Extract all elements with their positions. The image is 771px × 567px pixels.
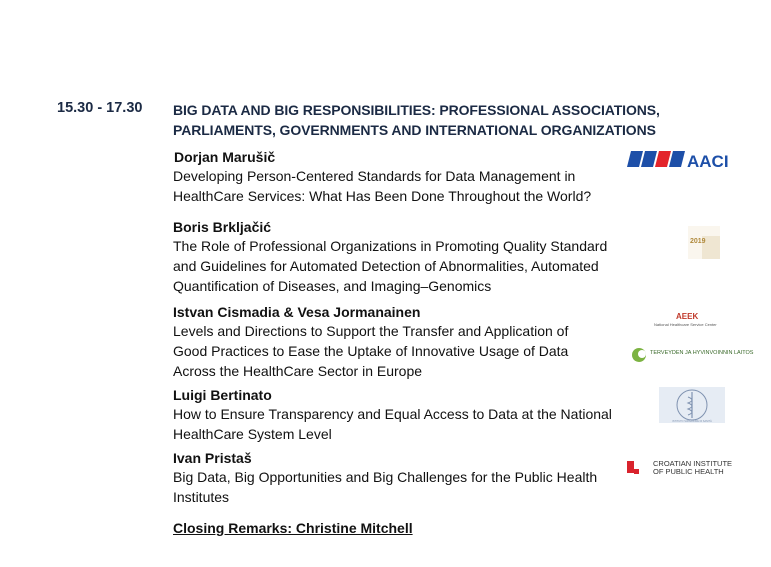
congress-logo (688, 226, 720, 259)
speaker-name: Dorjan Marušič (174, 149, 276, 165)
hzjz-logo-line-1: CROATIAN INSTITUTE (653, 459, 733, 468)
speaker-name: Boris Brkljačić (173, 219, 272, 235)
hzjz-logo-line-2: OF PUBLIC HEALTH (653, 467, 724, 476)
talk-item (173, 449, 613, 507)
svg-text:2019: 2019 (690, 238, 706, 245)
iss-logo (659, 387, 725, 423)
talk-title: How to Ensure Transparency and Equal Access to Data at the National HealthCare System Level (173, 406, 612, 442)
svg-text:National Healthcare Service Ce: National Healthcare Service Center (654, 322, 717, 327)
speaker-name: Luigi Bertinato (173, 387, 272, 403)
speaker-name: Istvan Cismadia & Vesa Jormanainen (173, 304, 421, 320)
svg-text:ISTITUTO SUPERIORE DI SANITÀ: ISTITUTO SUPERIORE DI SANITÀ (672, 420, 712, 423)
talk-item (173, 148, 613, 206)
aaci-logo (627, 149, 729, 171)
session-title: BIG DATA AND BIG RESPONSIBILITIES: PROFESSIONAL ASSOCIATIONS, PARLIAMENTS, GOVERNMENTS AND INTERNATIONAL ORGANIZATIONS (173, 102, 660, 138)
aeek-logo (654, 311, 720, 327)
closing-remarks: Closing Remarks: Christine Mitchell (173, 520, 413, 536)
talk-item (173, 303, 603, 381)
talk-title: Developing Person-Centered Standards for Data Management in HealthCare Services: What Has Been Done Throughout the World? (173, 168, 592, 204)
talk-title: Levels and Directions to Support the Transfer and Application of Good Practices to Ease the Uptake of Innovative Usage of Data Across the HealthCare Sector in Europe (173, 323, 569, 379)
svg-text:TERVEYDEN JA HYVINVOINNIN LAIT: TERVEYDEN JA HYVINVOINNIN LAITOS (650, 350, 754, 356)
talk-item (173, 218, 613, 296)
session-time: 15.30 - 17.30 (57, 100, 143, 116)
speaker-name: Ivan Pristaš (173, 450, 252, 466)
talk-title: The Role of Professional Organizations in Promoting Quality Standard and Guidelines for Automated Detection of Abnormalities, Automated Quantification of Diseases, and Imaging–Genomics (173, 238, 608, 294)
talk-item (173, 386, 613, 444)
talk-title: Big Data, Big Opportunities and Big Challenges for the Public Health Institutes (173, 469, 598, 505)
thl-logo (630, 346, 754, 364)
svg-text:AEEK: AEEK (676, 312, 699, 321)
hzjz-logo (627, 457, 733, 477)
aaci-logo-text: AACI (687, 152, 729, 171)
